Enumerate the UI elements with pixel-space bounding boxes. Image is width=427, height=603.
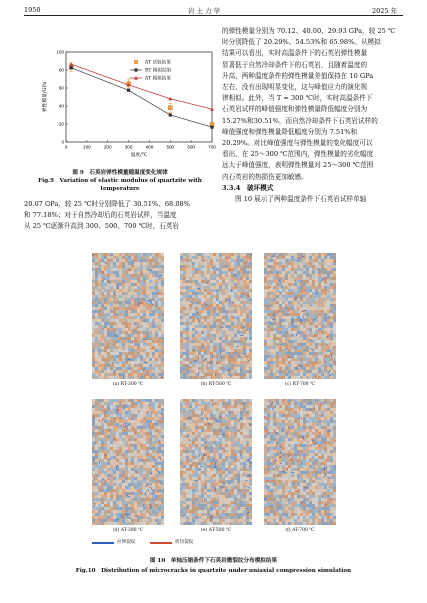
journal-title: 岩 土 力 学 [188,7,221,15]
microcrack-pattern [264,399,336,525]
series-line [71,68,212,127]
figure10-caption-en: Fig.10 Distribution of microcracks in quartzite under uniaxial compression simulation [75,568,352,574]
panel-label: (b) RT-500 ℃ [200,382,232,387]
right-line: 的弹性模量分别为 70.12、40.00、29.93 GPa，较 25 ℃ [222,27,396,35]
legend-label: AT 试验结果 [145,60,171,66]
y-tick-label: 100 [56,49,64,55]
y-tick-label: 0 [61,139,64,145]
panel-label: (d) AT-300 ℃ [112,528,144,533]
x-tick-label: 600 [187,144,195,150]
data-point-rt-sim [70,66,73,69]
data-point-rt-sim [127,89,130,92]
figure9-caption-en-line1: Fig.9 Variation of elastic modulus of quartzite with [38,178,202,184]
microcrack-panel-at-300 [92,399,164,525]
legend-marker [134,60,138,64]
legend-tensile-swatch [92,542,114,544]
legend-label: AT 模拟结果 [145,76,171,82]
legend-tensile-label: 拉伸裂纹 [117,540,136,545]
panel-label: (c) RT-700 ℃ [284,382,316,387]
right-line: 升高，两种温度条件的弹性模量差值保持在 10 GPa [222,71,374,80]
x-tick-label: 100 [83,144,91,150]
x-tick-label: 0 [64,144,68,150]
x-tick-label: 400 [145,144,154,150]
microcrack-panel-rt-700 [264,253,336,379]
section-intro: 图 10 展示了两种温度条件下石英岩试样单轴 [235,195,367,204]
figure9-caption-en-line2: temperature [100,185,140,192]
microcrack-pattern [180,399,252,525]
right-line: 20.29%。对比峰值强度与弹性模量的变化幅度可以 [222,139,373,148]
microcrack-panel-at-700 [264,399,336,525]
left-line: 从 25 ℃逐渐升高到 300、500、700 ℃时，石英岩 [24,222,180,231]
microcrack-pattern [264,253,336,379]
legend-shear-label: 剪切裂纹 [175,540,194,545]
right-line: 内石英岩的热损伤更加敏感。 [222,172,308,181]
x-tick-label: 200 [103,144,112,150]
left-column-text [24,199,190,233]
y-tick-label: 60 [58,85,64,91]
y-tick-label: 20 [58,121,64,127]
data-point-at-test [168,106,172,110]
right-line: 15.27%和30.51%，而自然冷却条件下石英岩试样的 [222,116,378,125]
microcrack-pattern [92,253,164,379]
microcrack-pattern [92,399,164,525]
figure9-caption-en [24,178,216,193]
figure9-caption-cn: 图 9 石英岩弹性模量随温度变化规律 [72,170,168,176]
legend-shear-swatch [150,542,172,544]
x-tick-label: 300 [124,144,133,150]
data-point-rt-sim [169,113,172,116]
x-tick-label: 700 [208,144,216,150]
legend-marker [134,68,137,71]
right-line: 看出，在 25～300 ℃范围内，弹性模量的劣化幅度 [222,150,374,159]
left-line: 和 77.18%；对于自然冷却后的石英岩试样，当温度 [24,211,177,220]
microcrack-panel-at-500 [180,399,252,525]
microcrack-pattern [180,253,252,379]
data-point-rt-sim [210,126,213,129]
right-line: 石英岩试样的峰值强度和弹性模量降低幅度分别为 [222,105,368,114]
section-heading: 3.3.4 破坏模式 [222,183,274,192]
page-number: 1950 [24,6,41,14]
right-line: 显著低于自然冷却条件下的石英岩，且随着温度的 [222,60,368,69]
microcrack-panel-rt-300 [92,253,164,379]
right-column-text [222,26,395,205]
y-axis-label: 弹性模量/GPa [43,81,48,113]
legend-label: RT 模拟结果 [145,68,172,74]
right-line: 结果可以看出，实时高温条件下的石英岩弹性模量 [222,49,368,58]
microcrack-panel-rt-500 [180,253,252,379]
right-line: 左右，没有出现明显变化，这与峰值应力的演化规 [222,83,368,92]
elastic-modulus-chart [40,44,220,162]
figure10-caption-cn: 图 10 单轴压缩条件下石英岩微裂纹分布模拟结果 [149,558,278,564]
x-axis-label: 温度/℃ [130,153,148,158]
panel-label: (f) AT-700 ℃ [285,528,315,533]
plot-frame [66,52,212,142]
right-line: 时分别降低了 20.29%、54.53%和 65.98%。从模拟 [222,38,381,47]
header-rule [24,15,403,16]
panel-label: (e) AT-500 ℃ [200,528,232,533]
journal-year: 2025 年 [372,7,398,15]
y-tick-label: 40 [58,103,64,109]
panel-label: (a) RT-300 ℃ [112,382,144,387]
series-line [71,64,212,109]
x-tick-label: 500 [166,144,175,150]
right-line: 远大于峰值强度，表明弹性模量对 25～300 ℃范围 [222,161,374,170]
right-line: 峰值强度和弹性模量降低幅度分别为 7.51%和 [222,127,358,136]
right-line: 律相似。此外，当 T = 300 ℃时，实时高温条件下 [222,94,373,103]
y-tick-label: 80 [58,67,64,73]
left-line: 20.07 GPa，较 25 ℃时分别降低了 30.51%、68.08% [24,200,190,208]
